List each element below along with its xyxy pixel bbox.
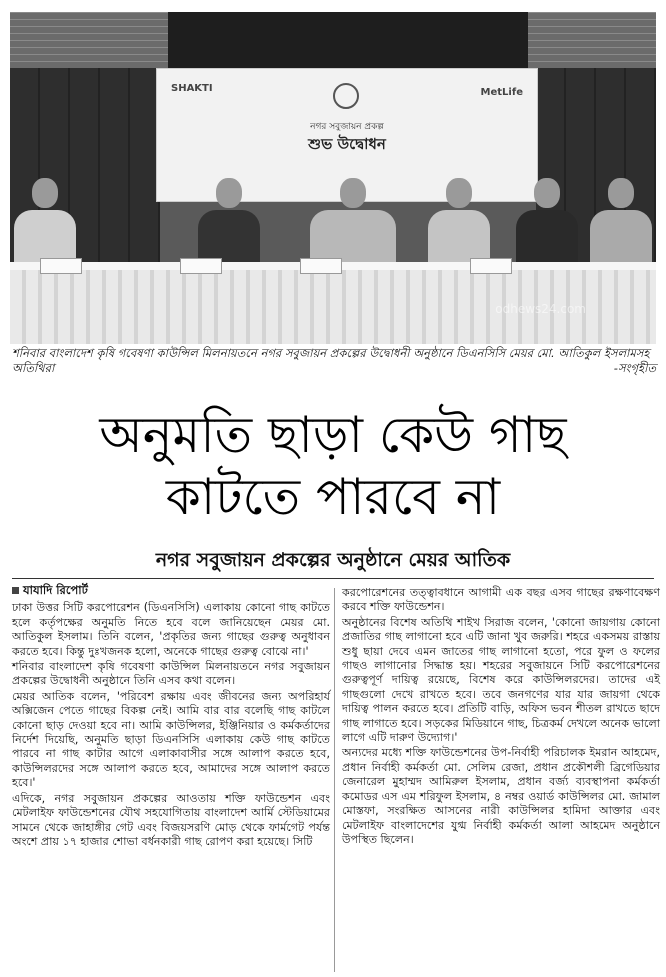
nameplate	[300, 258, 342, 274]
photo-credit: -সংগৃহীত	[613, 361, 656, 375]
paragraph: ঢাকা উত্তর সিটি করপোরেশন (ডিএনসিসি) এলাকায় কোনো গাছ কাটতে হলে কর্তৃপক্ষের অনুমতি নিতে হবে বলে জানিয়েছেন মেয়র মো. আতিকুল ইসলাম। তিনি বলেন, 'প্রকৃতির জন্য গাছের গুরুত্ব অনুধাবন করতে হবে। কিন্তু দুঃখজনক হলো, অনেকে গাছের গুরুত্ব বোঝে না।'	[12, 601, 330, 658]
nameplate	[470, 258, 512, 274]
news-photo	[10, 12, 656, 344]
headline	[0, 404, 666, 528]
photo-caption	[12, 346, 656, 376]
metlife-logo: MetLife	[480, 87, 523, 98]
caption-text: শনিবার বাংলাদেশ কৃষি গবেষণা কাউন্সিল মিলনায়তনে নগর সবুজায়ন প্রকল্পের উদ্বোধনী অনুষ্ঠানে ডিএনসিসি মেয়র মো. আতিকুল ইসলামসহ অতিথিরা	[12, 346, 650, 375]
article-column-left	[12, 583, 330, 850]
headline-line-2: কাটতে পারবে না	[165, 468, 501, 526]
byline	[12, 583, 330, 597]
paragraph: অনুষ্ঠানের বিশেষ অতিথি শাইখ সিরাজ বলেন, 'কোনো জায়গায় কোনো প্রজাতির গাছ লাগানো হবে এটি জানা খুব জরুরি। শহরে একসময় রাস্তায় শুধু ছায়া দেবে এমন জাতের গাছ লাগানো হতো, পরে ফুল ও ফলের গাছও লাগানোর সিদ্ধান্ত হয়। শহরের সবুজায়নে সিটি করপোরেশনের গুরুত্বপূর্ণ দায়িত্ব রয়েছে, বিশেষ করে কাউন্সিলরদের। তাদের এই গাছগুলো দেখে রাখতে হবে। তবে জনগণের যার যার জায়গা থেকে দায়িত্ব পালন করতে হবে। প্রতিটি বাড়ি, অফিস ভবন শীতল রাখতে ছাদে গাছ লাগাতে হবে। সড়কের মিডিয়ানে গাছ, চিত্রকর্ম দেখলে অনেক ভালো লাগে এটি দারুণ উদ্যোগ।'	[342, 615, 660, 745]
guest-figure	[516, 178, 578, 272]
guests-row	[10, 162, 656, 272]
byline-text: যাযাদি রিপোর্ট	[23, 583, 88, 597]
banner-subtitle: নগর সবুজায়ন প্রকল্প	[310, 122, 384, 132]
bullet-square-icon	[12, 587, 19, 594]
paragraph: করপোরেশনের তত্ত্বাবধানে আগামী এক বছর এসব গাছের রক্ষণাবেক্ষণ করবে শক্তি ফাউন্ডেশন।	[342, 586, 660, 614]
nameplate	[40, 258, 82, 274]
column-divider	[334, 588, 335, 972]
paragraph: শনিবার বাংলাদেশ কৃষি গবেষণা কাউন্সিল মিলনায়তনে নগর সবুজায়ন প্রকল্পের উদ্বোধনী অনুষ্ঠানে তিনি এসব কথা বলেন।	[12, 660, 330, 688]
paragraph: এদিকে, নগর সবুজায়ন প্রকল্পের আওতায় শক্তি ফাউন্ডেশন এবং মেটলাইফ ফাউন্ডেশনের যৌথ সহযোগিতায় বাংলাদেশ আর্মি স্টেডিয়ামের সামনে থেকে জাহাঙ্গীর গেট এবং বিজয়সরণি মোড় থেকে ফার্মগেট পর্যন্ত অংশে প্রায় ১৭ হাজার শোভা বর্ধনকারী গাছ রোপণ করা হয়েছে। সিটি	[12, 791, 330, 848]
guest-figure	[590, 178, 652, 272]
subheadline: নগর সবুজায়ন প্রকল্পের অনুষ্ঠানে মেয়র আতিক	[155, 549, 511, 571]
paragraph: অন্যদের মধ্যে শক্তি ফাউন্ডেশনের উপ-নির্বাহী পরিচালক ইমরান আহমেদ, প্রধান নির্বাহী কর্মকর্তা মো. সেলিম রেজা, প্রধান প্রকৌশলী ব্রিগেডিয়ার জেনারেল মুহাম্মদ আমিরুল ইসলাম, প্রধান বর্জ্য ব্যবস্থাপনা কর্মকর্তা কমোডর এস এম শরিফুল ইসলাম, ৪ নম্বর ওয়ার্ড কাউন্সিলর মো. জামাল মোস্তফা, সংরক্ষিত আসনের নারী কাউন্সিলর হামিদা আক্তার এবং মেটলাইফ বাংলাদেশের যুগ্ম নির্বাহী কর্মকর্তা আলা আহমেদ অনুষ্ঠানে উপস্থিত ছিলেন।	[342, 746, 660, 846]
dncc-seal-icon	[333, 83, 359, 109]
shakti-logo: SHAKTI	[171, 83, 213, 94]
article-column-right	[342, 586, 660, 848]
divider	[12, 578, 654, 579]
headline-line-1: অনুমতি ছাড়া কেউ গাছ	[99, 406, 567, 464]
nameplate	[180, 258, 222, 274]
banner-title: শুভ উদ্বোধন	[308, 135, 386, 153]
display-screen	[168, 12, 528, 70]
watermark: odhews24.com	[495, 302, 586, 316]
paragraph: মেয়র আতিক বলেন, 'পরিবেশ রক্ষায় এবং জীবনের জন্য অপরিহার্য অক্সিজেন পেতে গাছের বিকল্প নেই। আমি বার বার বলেছি গাছ কাটলে কোনো ছাড় দেওয়া হবে না। আমি কাউন্সিলর, ইঞ্জিনিয়ার ও কর্মকর্তাদের নির্দেশ দিয়েছি, অনুমতি ছাড়া ডিএনসিসি এলাকায় কেউ গাছ কাটতে পারবে না গাছ কাটার আগে এলাকাবাসীর সঙ্গে আলাপ করতে হবে, কাউন্সিলরদের সঙ্গে আলাপ করতে হবে, আমাদের সঙ্গে আলাপ করতে হবে।'	[12, 689, 330, 790]
